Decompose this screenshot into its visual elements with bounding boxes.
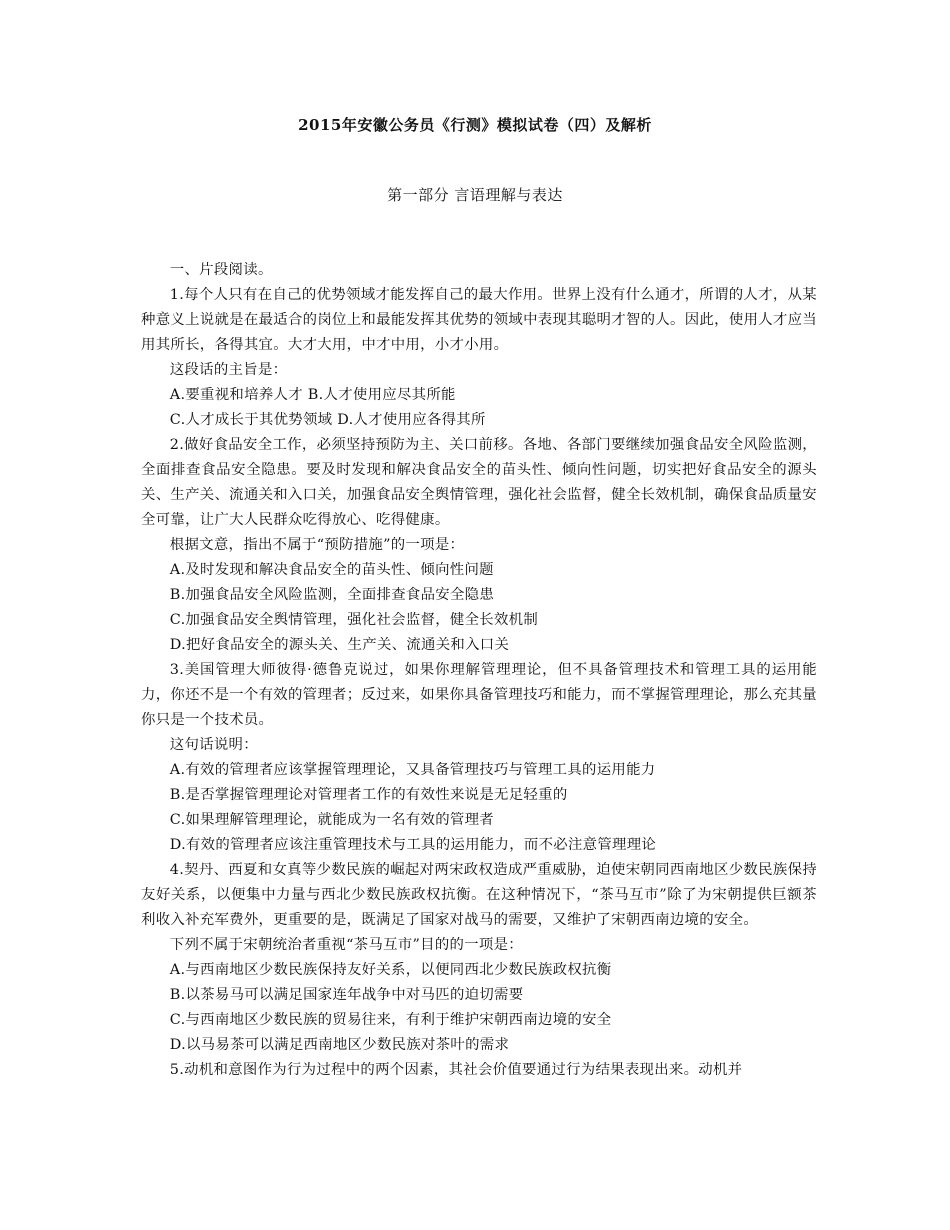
question-4-option-a: A.与西南地区少数民族保持友好关系，以便同西北少数民族政权抗衡 xyxy=(169,962,612,978)
question-3-stem: 3.美国管理大师彼得·德鲁克说过，如果你理解管理理论，但不具备管理技术和管理工具的运用能力，你还不是一个有效的管理者；反过来，如果你具备管理技巧和能力，而不掌握管理理论，那么充其量你只是一个技术员。 xyxy=(141,662,817,728)
question-2-stem: 2.做好食品安全工作，必须坚持预防为主、关口前移。各地、各部门要继续加强食品安全风险监测，全面排查食品安全隐患。要及时发现和解决食品安全的苗头性、倾向性问题，切实把好食品安全的源头关、生产关、流通关和入口关，加强食品安全舆情管理，强化社会监督，健全长效机制，确保食品质量安全可靠，让广大人民群众吃得放心、吃得健康。 xyxy=(141,437,817,528)
document-body xyxy=(141,258,817,1083)
question-3-option-c: C.如果理解管理理论，就能成为一名有效的管理者 xyxy=(169,812,494,828)
question-3-option-b: B.是否掌握管理理论对管理者工作的有效性来说是无足轻重的 xyxy=(169,787,568,803)
question-5-stem: 5.动机和意图作为行为过程中的两个因素，其社会价值要通过行为结果表现出来。动机并 xyxy=(169,1062,743,1078)
question-3-option-a: A.有效的管理者应该掌握管理理论，又具备管理技巧与管理工具的运用能力 xyxy=(169,762,656,778)
question-1-option: C.人才成长于其优势领域 D.人才使用应各得其所 xyxy=(169,412,486,428)
question-4-option-b: B.以茶易马可以满足国家连年战争中对马匹的迫切需要 xyxy=(169,987,524,1003)
question-2-option-c: C.加强食品安全舆情管理，强化社会监督，健全长效机制 xyxy=(169,612,539,628)
question-1-option: A.要重视和培养人才 B.人才使用应尽其所能 xyxy=(169,387,456,403)
question-1-prompt: 这段话的主旨是： xyxy=(169,362,288,378)
section-title: 第一部分 言语理解与表达 xyxy=(387,186,563,204)
question-4-stem: 4.契丹、西夏和女真等少数民族的崛起对两宋政权造成严重威胁，迫使宋朝同西南地区少数民族保持友好关系，以便集中力量与西北少数民族政权抗衡。在这种情况下，“茶马互市”除了为宋朝提供巨额茶利收入补充军费外，更重要的是，既满足了国家对战马的需要，又维护了宋朝西南边境的安全。 xyxy=(141,862,817,928)
question-2-option-a: A.及时发现和解决食品安全的苗头性、倾向性问题 xyxy=(169,562,494,578)
question-3-option-d: D.有效的管理者应该注重管理技术与工具的运用能力，而不必注意管理理论 xyxy=(169,837,657,853)
section-heading: 一、片段阅读。 xyxy=(169,262,273,278)
question-4-option-d: D.以马易茶可以满足西南地区少数民族对茶叶的需求 xyxy=(169,1037,510,1053)
question-3-prompt: 这句话说明： xyxy=(169,737,258,753)
question-2-prompt: 根据文意，指出不属于“预防措施”的一项是： xyxy=(169,537,465,553)
question-2-option-b: B.加强食品安全风险监测，全面排查食品安全隐患 xyxy=(169,587,495,603)
document-title: 2015年安徽公务员《行测》模拟试卷（四）及解析 xyxy=(298,116,652,134)
question-4-option-c: C.与西南地区少数民族的贸易往来，有利于维护宋朝西南边境的安全 xyxy=(169,1012,612,1028)
question-4-prompt: 下列不属于宋朝统治者重视“茶马互市”目的的一项是： xyxy=(169,937,523,953)
question-2-option-d: D.把好食品安全的源头关、生产关、流通关和入口关 xyxy=(169,637,510,653)
question-1-stem: 1.每个人只有在自己的优势领域才能发挥自己的最大作用。世界上没有什么通才，所谓的人才，从某种意义上说就是在最适合的岗位上和最能发挥其优势的领域中表现其聪明才智的人。因此，使用人才应当用其所长，各得其宜。大才大用，中才中用，小才小用。 xyxy=(141,287,817,353)
